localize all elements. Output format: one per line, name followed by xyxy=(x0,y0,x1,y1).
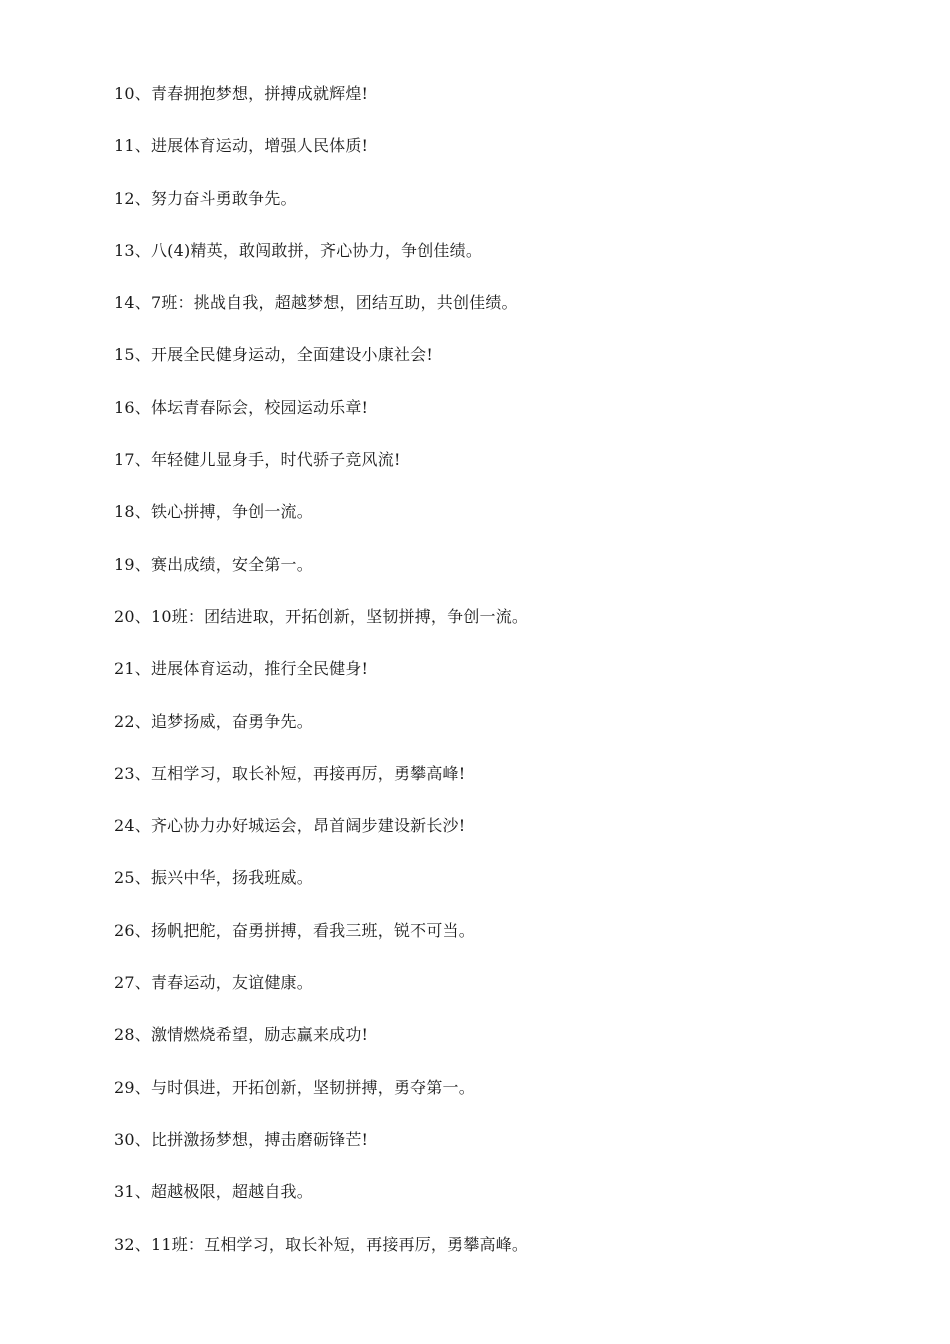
slogan-line: 12、努力奋斗勇敢争先。 xyxy=(114,188,297,208)
slogan-line: 19、赛出成绩，安全第一。 xyxy=(114,554,313,574)
slogan-line: 16、体坛青春际会，校园运动乐章! xyxy=(114,397,369,417)
slogan-line: 21、进展体育运动，推行全民健身! xyxy=(114,659,369,679)
slogan-line: 18、铁心拼搏，争创一流。 xyxy=(114,502,313,522)
slogan-line: 11、进展体育运动，增强人民体质! xyxy=(114,136,369,156)
slogan-line: 10、青春拥抱梦想，拼搏成就辉煌! xyxy=(114,84,369,103)
slogan-line: 25、振兴中华，扬我班威。 xyxy=(114,868,313,888)
slogan-line: 14、7班：挑战自我，超越梦想，团结互助，共创佳绩。 xyxy=(114,293,518,313)
slogan-line: 23、互相学习，取长补短，再接再厉，勇攀高峰! xyxy=(114,763,466,783)
slogan-line: 17、年轻健儿显身手，时代骄子竞风流! xyxy=(114,450,401,470)
slogan-line: 30、比拼激扬梦想，搏击磨砺锋芒! xyxy=(114,1129,369,1149)
slogan-line: 31、超越极限，超越自我。 xyxy=(114,1182,313,1202)
slogan-line: 26、扬帆把舵，奋勇拼搏，看我三班，锐不可当。 xyxy=(114,920,475,940)
slogan-line: 27、青春运动，友谊健康。 xyxy=(114,973,313,993)
slogan-line: 20、10班：团结进取，开拓创新，坚韧拼搏，争创一流。 xyxy=(114,606,529,626)
slogan-line: 22、追梦扬威，奋勇争先。 xyxy=(114,711,313,731)
slogan-list xyxy=(114,79,528,1282)
slogan-line: 29、与时俱进，开拓创新，坚韧拼搏，勇夺第一。 xyxy=(114,1077,475,1097)
slogan-line: 24、齐心协力办好城运会，昂首阔步建设新长沙! xyxy=(114,816,466,836)
slogan-line: 28、激情燃烧希望，励志赢来成功! xyxy=(114,1025,369,1045)
slogan-line: 13、八(4)精英，敢闯敢拼，齐心协力，争创佳绩。 xyxy=(114,240,483,260)
slogan-line: 15、开展全民健身运动，全面建设小康社会! xyxy=(114,345,433,365)
slogan-line: 32、11班：互相学习，取长补短，再接再厉，勇攀高峰。 xyxy=(114,1234,529,1254)
